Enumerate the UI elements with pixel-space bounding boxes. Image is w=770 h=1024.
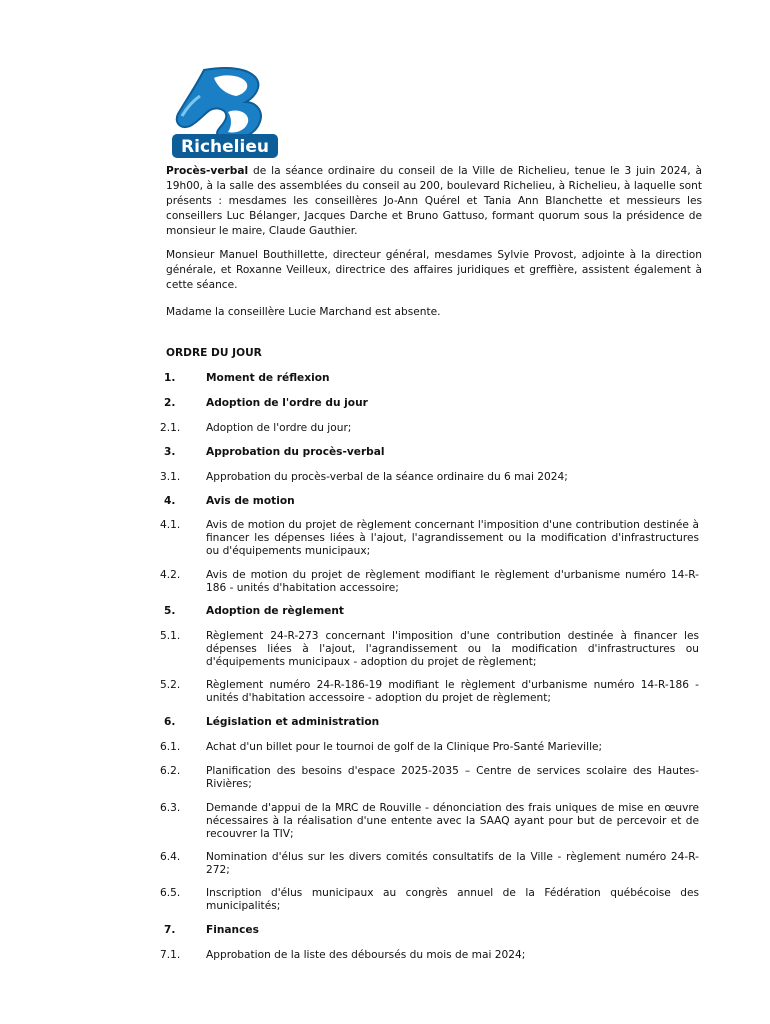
attendance-text: de la séance ordinaire du conseil de la Ville de Richelieu, tenue le 3 juin 2024, à 19h00, à la salle des assemblées du conseil au 200, boulevard Richelieu, à Richelieu, à laquelle sont présents : mesdames les conseillères Jo-Ann Quérel et Tania Ann Blanchette et messieurs les conseillers Luc Bélanger, Jacques Darche et Bruno Gattuso, formant quorum sous la présidence de monsieur le maire, Claude Gauthier. bbox=[166, 165, 702, 237]
item-number: 1. bbox=[164, 372, 176, 384]
item-title: Législation et administration bbox=[206, 716, 380, 728]
item-text: Avis de motion du projet de règlement concernant l'imposition d'une contribution destinée à financer les dépenses liées à l'ajout, l'agrandissement ou la modification d'infrastructures ou d'équipements municipaux; bbox=[206, 519, 699, 557]
item-title: Finances bbox=[206, 924, 259, 936]
item-number: 4.1. bbox=[160, 519, 181, 531]
minutes-title: Procès-verbal bbox=[166, 165, 249, 177]
item-number: 7. bbox=[164, 924, 176, 936]
richelieu-logo-graphic bbox=[166, 56, 284, 164]
item-number: 5.1. bbox=[160, 630, 181, 642]
item-title: Adoption de l'ordre du jour bbox=[206, 397, 368, 409]
item-number: 7.1. bbox=[160, 949, 181, 961]
item-title: Avis de motion bbox=[206, 495, 295, 507]
item-text: Avis de motion du projet de règlement modifiant le règlement d'urbanisme numéro 14-R-186 - unités d'habitation accessoire; bbox=[206, 569, 699, 594]
item-number: 3.1. bbox=[160, 471, 181, 483]
item-title: Adoption de règlement bbox=[206, 605, 344, 617]
item-text: Adoption de l'ordre du jour; bbox=[206, 422, 352, 434]
item-number: 4. bbox=[164, 495, 176, 507]
item-number: 6.5. bbox=[160, 887, 181, 899]
item-number: 2. bbox=[164, 397, 176, 409]
item-text: Règlement 24-R-273 concernant l'imposition d'une contribution destinée à financer les dépenses liées à l'ajout, l'agrandissement ou la modification d'infrastructures ou d'équipements municipaux - adoption du projet de règlement; bbox=[206, 630, 699, 668]
item-number: 6.1. bbox=[160, 741, 181, 753]
item-number: 6.3. bbox=[160, 802, 181, 814]
item-number: 5.2. bbox=[160, 679, 181, 691]
item-text: Nomination d'élus sur les divers comités consultatifs de la Ville - règlement numéro 24-R-272; bbox=[206, 851, 699, 876]
item-number: 5. bbox=[164, 605, 176, 617]
attendance-paragraph bbox=[166, 164, 702, 239]
logo-wordmark: Richelieu bbox=[181, 137, 269, 157]
item-title: Moment de réflexion bbox=[206, 372, 330, 384]
richelieu-logo bbox=[166, 56, 284, 164]
item-number: 6. bbox=[164, 716, 176, 728]
item-number: 2.1. bbox=[160, 422, 181, 434]
item-number: 6.4. bbox=[160, 851, 181, 863]
item-text: Demande d'appui de la MRC de Rouville - dénonciation des frais uniques de mise en œuvre nécessaires à la réalisation d'une entente avec la SAAQ ayant pour but de percevoir et de recouvrer la TIV; bbox=[206, 802, 699, 840]
item-number: 6.2. bbox=[160, 765, 181, 777]
staff-paragraph: Monsieur Manuel Bouthillette, directeur général, mesdames Sylvie Provost, adjointe à la direction générale, et Roxanne Veilleux, directrice des affaires juridiques et greffière, assistent également à cette séance. bbox=[166, 249, 702, 291]
agenda-heading: ORDRE DU JOUR bbox=[166, 347, 262, 359]
absence-paragraph: Madame la conseillère Lucie Marchand est absente. bbox=[166, 306, 441, 318]
item-number: 3. bbox=[164, 446, 176, 458]
item-text: Inscription d'élus municipaux au congrès annuel de la Fédération québécoise des municipalités; bbox=[206, 887, 699, 912]
item-text: Approbation de la liste des déboursés du mois de mai 2024; bbox=[206, 949, 526, 961]
item-number: 4.2. bbox=[160, 569, 181, 581]
item-text: Approbation du procès-verbal de la séance ordinaire du 6 mai 2024; bbox=[206, 471, 568, 483]
item-title: Approbation du procès-verbal bbox=[206, 446, 385, 458]
item-text: Planification des besoins d'espace 2025-2035 – Centre de services scolaire des Hautes-Rivières; bbox=[206, 765, 699, 790]
item-text: Achat d'un billet pour le tournoi de golf de la Clinique Pro-Santé Marieville; bbox=[206, 741, 603, 753]
item-text: Règlement numéro 24-R-186-19 modifiant le règlement d'urbanisme numéro 14-R-186 - unités d'habitation accessoire - adoption du projet de règlement; bbox=[206, 679, 699, 704]
